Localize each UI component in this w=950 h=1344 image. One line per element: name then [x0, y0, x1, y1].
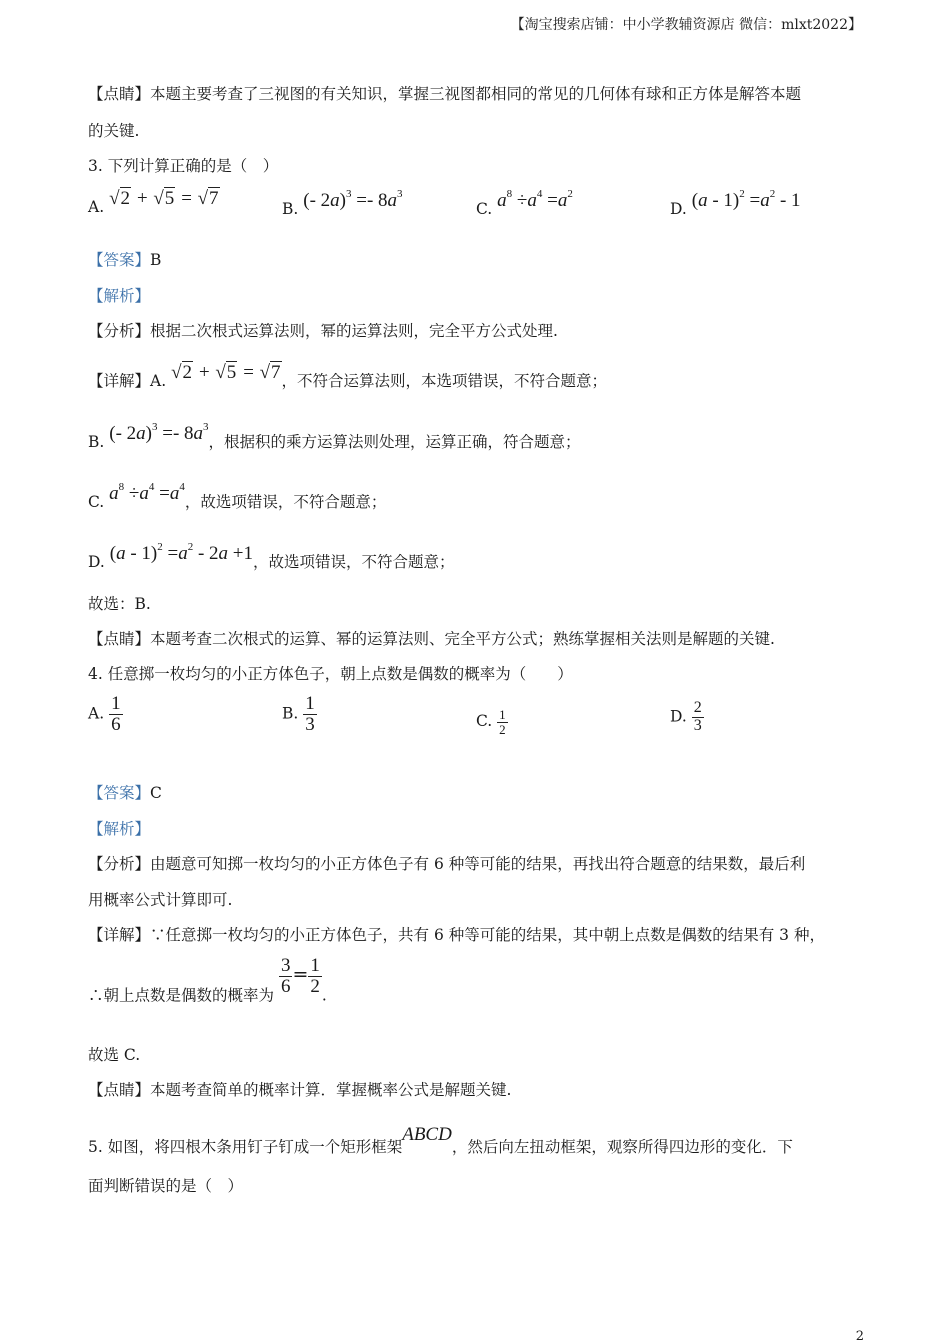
- q3-fenxi: 【分析】根据二次根式运算法则，幂的运算法则，完全平方公式处理.: [88, 322, 558, 340]
- q3-detail-c: C. $a^8 \div a^4 =a^4$，故选项错误，不符合题意；: [88, 481, 387, 511]
- q4-xiangjie: 【详解】∵任意掷一枚均匀的小正方体色子，共有 6 种等可能的结果，其中朝上点数是偶数的结果有 3 种，: [88, 926, 825, 944]
- q3-dianjing: 【点睛】本题考查二次根式的运算、幂的运算法则、完全平方公式；熟练掌握相关法则是解题的关键.: [88, 630, 775, 648]
- q5-stem-line1: 5. 如图，将四根木条用钉子钉成一个矩形框架ABCD，然后向左扭动框架，观察所得四边形的变化．下: [88, 1124, 793, 1156]
- q3-option-c: C. $a^8 \div a^4 =a^2$: [476, 188, 573, 218]
- q3-detail-a: 【详解】A. √2 + √5 = √7，不符合运算法则，本选项错误，不符合题意；: [88, 362, 608, 390]
- q3-choose: 故选：B.: [88, 595, 151, 613]
- q4-option-a: A. $\frac{1}{6}$: [88, 693, 121, 735]
- q4-option-b: B. $\frac{1}{3}$: [282, 693, 315, 735]
- page-header: 【淘宝搜索店铺：中小学教辅资源店 微信：mlxt2022】: [510, 17, 862, 33]
- dianjing-label: 【点睛】: [88, 85, 151, 103]
- q4-jiexi: 【解析】: [88, 820, 151, 838]
- q3-detail-d: D. $(a - 1)^2 =a^2 - 2a +1$，故选项错误，不符合题意；: [88, 541, 455, 571]
- q3-option-c-expr: $a^8 \div a^4 =a^2$: [497, 188, 573, 211]
- q4-option-c: C. $\frac{1}{2}$: [476, 707, 506, 737]
- q5-stem-line2: 面判断错误的是（ ）: [88, 1177, 244, 1195]
- q3-option-b: B. (- $2a)^3 =- 8a^3$: [282, 188, 403, 218]
- q3-option-d-expr: $(a - 1)^2 =a^2 - 1$: [691, 188, 801, 211]
- q3-detail-b: B. (- $2a)^3 =- 8a^3$，根据积的乘方运算法则处理，运算正确，符合题意；: [88, 421, 581, 451]
- q3-option-d: D. $(a - 1)^2 =a^2 - 1$: [670, 188, 801, 218]
- q3-answer: 【答案】B: [88, 251, 162, 269]
- q4-choose: 故选 C.: [88, 1046, 141, 1064]
- q4-therefore: ∴朝上点数是偶数的概率为 $\frac{3}{6}$ = $\frac{1}{2}$ .: [88, 955, 327, 1005]
- q3-option-a: A. √2 + √5 = √7: [88, 188, 219, 216]
- q4-fenxi-line1: 【分析】由题意可知掷一枚均匀的小正方体色子有 6 种等可能的结果，再找出符合题意的结果数，最后利: [88, 855, 806, 873]
- q2-dianjing-line1: 【点睛】本题主要考查了三视图的有关知识，掌握三视图都相同的常见的几何体有球和正方体是解答本题: [88, 85, 802, 103]
- q2-dianjing-line2: 的关键.: [88, 122, 140, 140]
- q4-dianjing: 【点睛】本题考查简单的概率计算．掌握概率公式是解题关键.: [88, 1081, 512, 1099]
- q4-fenxi-line2: 用概率公式计算即可.: [88, 891, 233, 909]
- q3-stem: 3. 下列计算正确的是（ ）: [88, 157, 279, 175]
- q4-option-d: D. $\frac{2}{3}$: [670, 699, 702, 734]
- q4-stem: 4. 任意掷一枚均匀的小正方体色子，朝上点数是偶数的概率为（ ）: [88, 665, 573, 683]
- q3-option-a-expr: √2 + √5 = √7: [109, 188, 219, 209]
- page-number: 2: [855, 1329, 864, 1344]
- q4-answer: 【答案】C: [88, 784, 162, 802]
- q3-option-b-expr: (- $2a)^3 =- 8a^3$: [303, 188, 403, 211]
- q3-jiexi: 【解析】: [88, 287, 151, 305]
